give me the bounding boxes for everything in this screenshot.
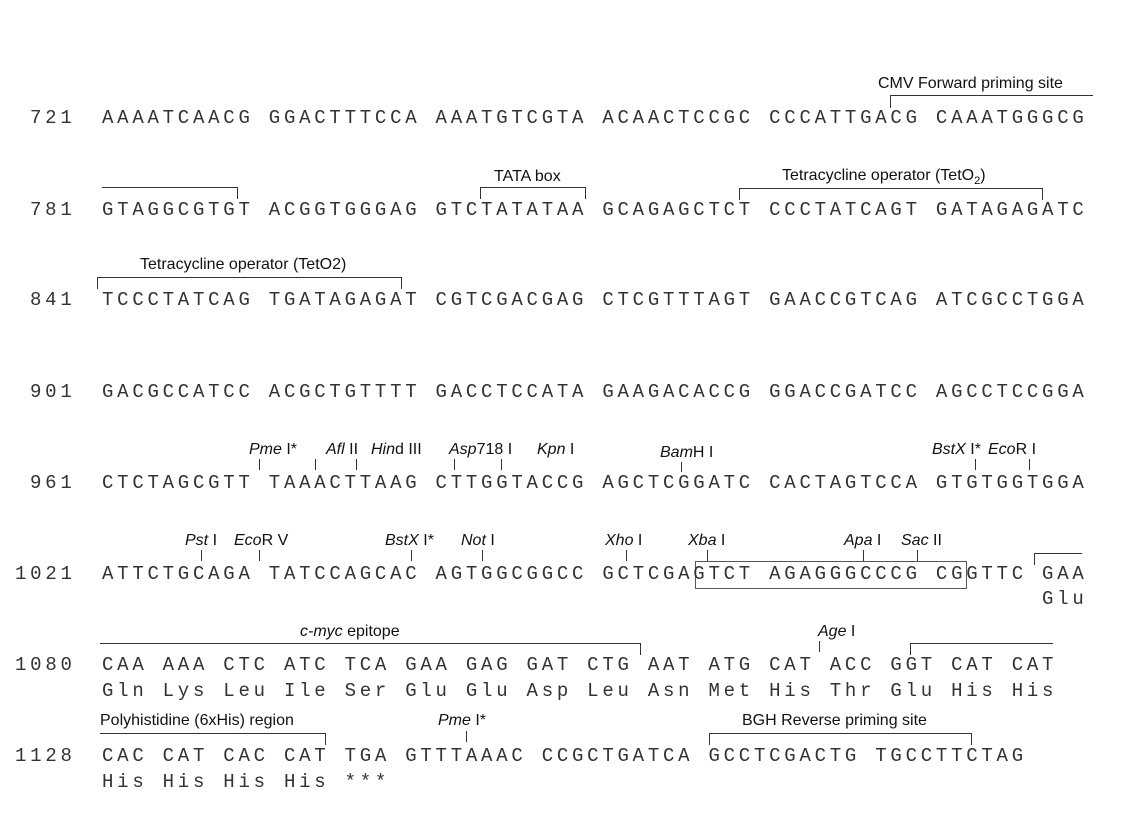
feature-bracket-tick — [709, 733, 710, 745]
site-tick — [201, 550, 202, 561]
feature-bracket-tick — [480, 187, 481, 199]
feature-bracket — [910, 643, 1053, 644]
site-bamh-i: BamH I — [660, 444, 714, 461]
feature-bracket-tick — [325, 733, 326, 745]
position-number: 841 — [30, 289, 76, 311]
feature-label-tata-box: TATA box — [494, 168, 561, 185]
site-tick — [466, 731, 467, 742]
feature-label-teto2 — [782, 167, 986, 190]
site-tick — [819, 641, 820, 652]
site-pst-i: Pst I — [185, 532, 218, 549]
site-tick — [1029, 459, 1030, 470]
position-number: 721 — [30, 107, 76, 129]
site-tick — [259, 459, 260, 470]
sequence-line: CAA AAA CTC ATC TCA GAA GAG GAT CTG AAT ATG CAT ACC GGT CAT CAT — [102, 654, 1058, 676]
site-not-i: Not I — [461, 532, 495, 549]
feature-label-cmyc: c-myc epitope — [300, 623, 400, 640]
site-asp718-i: Asp718 I — [449, 441, 513, 458]
sequence-line: CAC CAT CAC CAT TGA GTTTAAAC CCGCTGATCA GCCTCGACTG TGCCTTCTAG — [102, 745, 1027, 767]
feature-label-bgh-reverse: BGH Reverse priming site — [742, 712, 927, 729]
position-number: 1080 — [15, 654, 76, 676]
feature-bracket — [709, 733, 972, 734]
feature-bracket-tick — [97, 277, 98, 289]
sequence-line: CTCTAGCGTT TAAACTTAAG CTTGGTACCG AGCTCGGATC CACTAGTCCA GTGTGGTGGA — [102, 472, 1088, 494]
sequence-line: GACGCCATCC ACGCTGTTTT GACCTCCATA GAAGACACCG GGACCGATCC AGCCTCCGGA — [102, 381, 1088, 403]
site-ecor-v: EcoR V — [234, 532, 289, 549]
amino-acid-line: His His His His *** — [102, 771, 391, 793]
feature-bracket — [102, 187, 238, 188]
site-bstx-i-2: BstX I* — [385, 532, 434, 549]
site-bstx-i: BstX I* — [932, 441, 981, 458]
position-number: 1128 — [15, 745, 76, 767]
site-kpn-i: Kpn I — [537, 441, 575, 458]
position-number: 901 — [30, 381, 76, 403]
site-age-i: Age I — [818, 623, 856, 640]
site-tick — [315, 459, 316, 470]
site-pme-i: Pme I* — [249, 441, 298, 458]
teto2-close: ) — [980, 167, 986, 184]
site-hind-iii: Hind III — [371, 441, 422, 458]
feature-bracket — [480, 187, 586, 188]
site-tick — [707, 550, 708, 561]
site-tick — [356, 459, 357, 470]
site-tick — [681, 462, 682, 472]
site-tick — [482, 550, 483, 561]
sequence-line: ATTCTGCAGA TATCCAGCAC AGTGGCGGCC GCTCGAGTCT AGAGGGCCCG CGGTTC GAA — [102, 563, 1088, 585]
feature-label-polyhis: Polyhistidine (6xHis) region — [100, 712, 294, 729]
feature-label-teto2-b: Tetracycline operator (TetO2) — [140, 256, 347, 273]
site-tick — [863, 550, 864, 561]
feature-bracket — [97, 277, 402, 278]
sequence-line: TCCCTATCAG TGATAGAGAT CGTCGACGAG CTCGTTTAGT GAACCGTCAG ATCGCCTGGA — [102, 289, 1088, 311]
feature-bracket-tick — [971, 733, 972, 745]
position-number: 961 — [30, 472, 76, 494]
sequence-line: GTAGGCGTGT ACGGTGGGAG GTCTATATAA GCAGAGCTCT CCCTATCAGT GATAGAGATC — [102, 199, 1088, 221]
feature-bracket — [890, 95, 1093, 96]
site-apa-i: Apa I — [844, 532, 882, 549]
site-ecor-i: EcoR I — [988, 441, 1037, 458]
feature-bracket-tick — [890, 95, 891, 108]
feature-bracket — [100, 643, 641, 644]
teto2-subscript: 2 — [974, 175, 981, 188]
site-sac-ii: Sac II — [901, 532, 942, 549]
site-pme-i-2: Pme I* — [438, 712, 487, 729]
site-afl-ii: Afl II — [326, 441, 359, 458]
feature-bracket — [739, 188, 1043, 189]
feature-bracket — [1034, 553, 1082, 554]
amino-acid-line: Glu — [1042, 588, 1088, 610]
site-tick — [259, 550, 260, 561]
position-number: 781 — [30, 199, 76, 221]
feature-label-cmv-forward: CMV Forward priming site — [878, 75, 1063, 92]
amino-acid-line: Gln Lys Leu Ile Ser Glu Glu Asp Leu Asn Met His Thr Glu His His — [102, 680, 1058, 702]
site-xba-i: Xba I — [688, 532, 726, 549]
site-tick — [626, 550, 627, 561]
site-tick — [917, 550, 918, 561]
site-tick — [501, 459, 502, 470]
teto2-text: Tetracycline operator (TetO — [782, 167, 975, 184]
site-tick — [975, 459, 976, 470]
sequence-line: AAAATCAACG GGACTTTCCA AAATGTCGTA ACAACTCCGC CCCATTGACG CAAATGGGCG — [102, 107, 1088, 129]
site-xho-i: Xho I — [605, 532, 643, 549]
position-number: 1021 — [15, 563, 76, 585]
feature-bracket-tick — [401, 277, 402, 289]
feature-bracket-tick — [237, 187, 238, 199]
site-tick — [411, 550, 412, 561]
feature-bracket — [100, 733, 326, 734]
site-tick — [454, 459, 455, 470]
feature-bracket-tick — [585, 187, 586, 199]
